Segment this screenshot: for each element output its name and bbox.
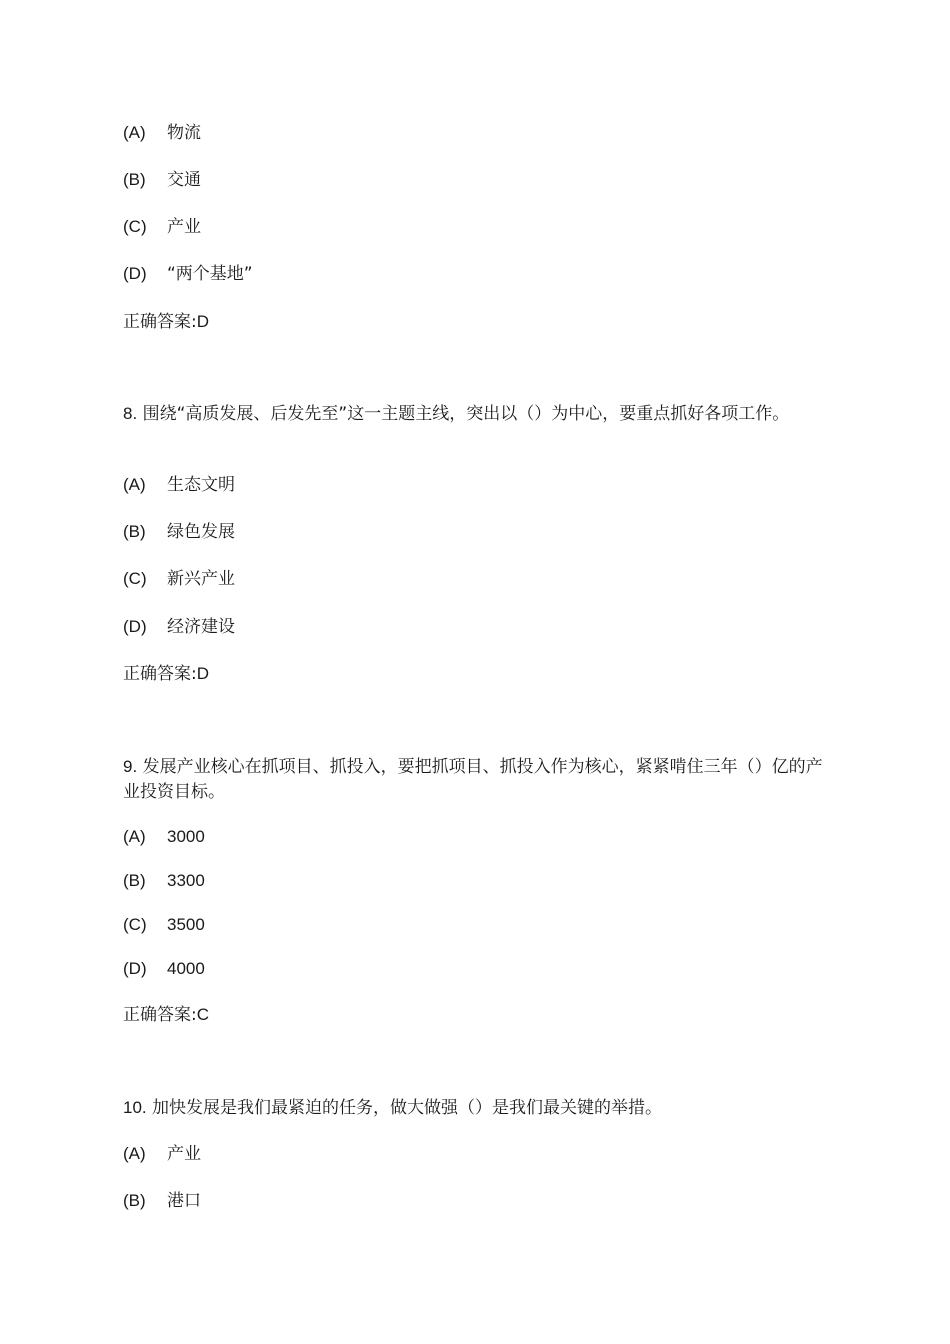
q7-answer (123, 310, 209, 334)
q9-option-b (123, 869, 205, 893)
answer-value: D (196, 664, 210, 683)
q7-option-d (123, 262, 253, 286)
option-text: 产业 (167, 217, 201, 237)
q8-option-d (123, 615, 235, 639)
option-text: 港口 (167, 1191, 201, 1211)
option-letter: (B) (123, 522, 146, 541)
option-text: 3500 (167, 915, 205, 934)
q7-option-c (123, 215, 201, 239)
q9-answer (123, 1003, 209, 1027)
answer-value: C (196, 1005, 210, 1024)
option-text: 物流 (167, 123, 201, 143)
question-text: 发展产业核心在抓项目、抓投入，要把抓项目、抓投入作为核心，紧紧啃住三年（）亿的产业投资目标。 (123, 757, 823, 802)
option-letter: (A) (123, 827, 146, 846)
answer-label: 正确答案: (123, 312, 197, 332)
option-text: 产业 (167, 1144, 201, 1164)
option-text: 交通 (167, 170, 201, 190)
option-letter: (D) (123, 959, 147, 978)
option-letter: (B) (123, 871, 146, 890)
option-letter: (B) (123, 170, 146, 189)
answer-value: D (196, 312, 210, 331)
q7-option-b (123, 168, 201, 192)
q9-option-c (123, 913, 205, 937)
answer-label: 正确答案: (123, 664, 197, 684)
option-letter: (A) (123, 123, 146, 142)
option-letter: (A) (123, 475, 146, 494)
question-number: 9. (123, 757, 138, 776)
option-letter: (D) (123, 264, 147, 283)
option-text: 新兴产业 (167, 569, 235, 589)
q8-answer (123, 662, 209, 686)
q10-option-b (123, 1189, 201, 1213)
option-text: “两个基地” (167, 264, 253, 284)
q9-question (123, 754, 835, 805)
q8-option-c (123, 567, 235, 591)
option-text: 生态文明 (167, 475, 235, 495)
question-text: 围绕“高质发展、后发先至”这一主题主线，突出以（）为中心，要重点抓好各项工作。 (142, 404, 790, 424)
q8-question (123, 401, 835, 427)
answer-label: 正确答案: (123, 1005, 197, 1025)
question-number: 10. (123, 1098, 147, 1117)
option-letter: (C) (123, 569, 147, 588)
q10-question (123, 1095, 835, 1121)
option-letter: (A) (123, 1144, 146, 1163)
option-letter: (C) (123, 217, 147, 236)
option-letter: (B) (123, 1191, 146, 1210)
option-text: 3300 (167, 871, 205, 890)
question-number: 8. (123, 404, 138, 423)
q9-option-d (123, 957, 205, 981)
option-letter: (D) (123, 617, 147, 636)
q8-option-b (123, 520, 235, 544)
option-text: 绿色发展 (167, 522, 235, 542)
option-text: 4000 (167, 959, 205, 978)
option-text: 经济建设 (167, 617, 235, 637)
option-letter: (C) (123, 915, 147, 934)
option-text: 3000 (167, 827, 205, 846)
q8-option-a (123, 473, 235, 497)
question-text: 加快发展是我们最紧迫的任务，做大做强（）是我们最关键的举措。 (152, 1098, 663, 1118)
q10-option-a (123, 1142, 201, 1166)
q9-option-a (123, 825, 205, 849)
q7-option-a (123, 121, 201, 145)
